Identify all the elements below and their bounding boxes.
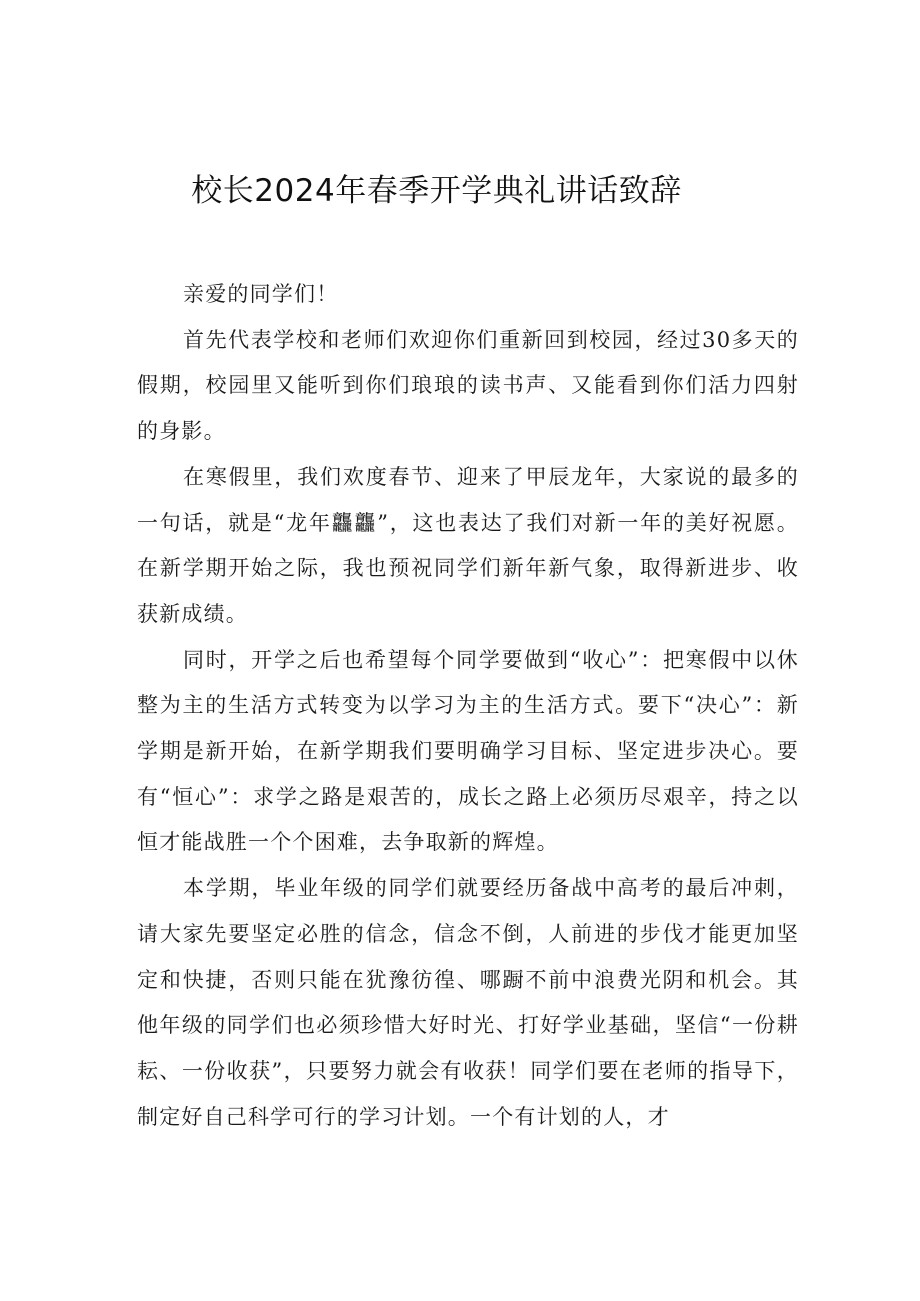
paragraph-welcome: 首先代表学校和老师们欢迎你们重新回到校园，经过30多天的假期，校园里又能听到你们琅琅的读书声、又能看到你们活力四射的身影。 xyxy=(137,327,799,444)
paragraph-mindset: 同时，开学之后也希望每个同学要做到“收心”：把寒假中以休整为主的生活方式转变为以学习为主的生活方式。要下“决心”：新学期是新开始，在新学期我们要明确学习目标、坚定进步决心。要有“恒心”：求学之路是艰苦的，成长之路上必须历尽艰辛，持之以恒才能战胜一个个困难，去争取新的辉煌。 xyxy=(137,647,799,855)
paragraph-this-semester: 本学期，毕业年级的同学们就要经历备战中高考的最后冲刺，请大家先要坚定必胜的信念，信念不倒，人前进的步伐才能更加坚定和快捷，否则只能在犹豫彷徨、哪蹰不前中浪费光阴和机会。其他年级的同学们也必须珍惜大好时光、打好学业基础，坚信“一份耕耘、一份收获”，只要努力就会有收获！同学们要在老师的指导下，制定好自己科学可行的学习计划。一个有计划的人，才 xyxy=(137,876,799,1129)
document-body xyxy=(137,272,799,1140)
document-title: 校长2024年春季开学典礼讲话致辞 xyxy=(191,173,682,209)
paragraph-greeting: 亲爱的同学们！ xyxy=(183,282,339,306)
paragraph-winter-break: 在寒假里，我们欢度春节、迎来了甲辰龙年，大家说的最多的一句话，就是“龙年龘龘”，这也表达了我们对新一年的美好祝愿。在新学期开始之际，我也预祝同学们新年新气象，取得新进步、收获新成绩。 xyxy=(137,464,799,626)
